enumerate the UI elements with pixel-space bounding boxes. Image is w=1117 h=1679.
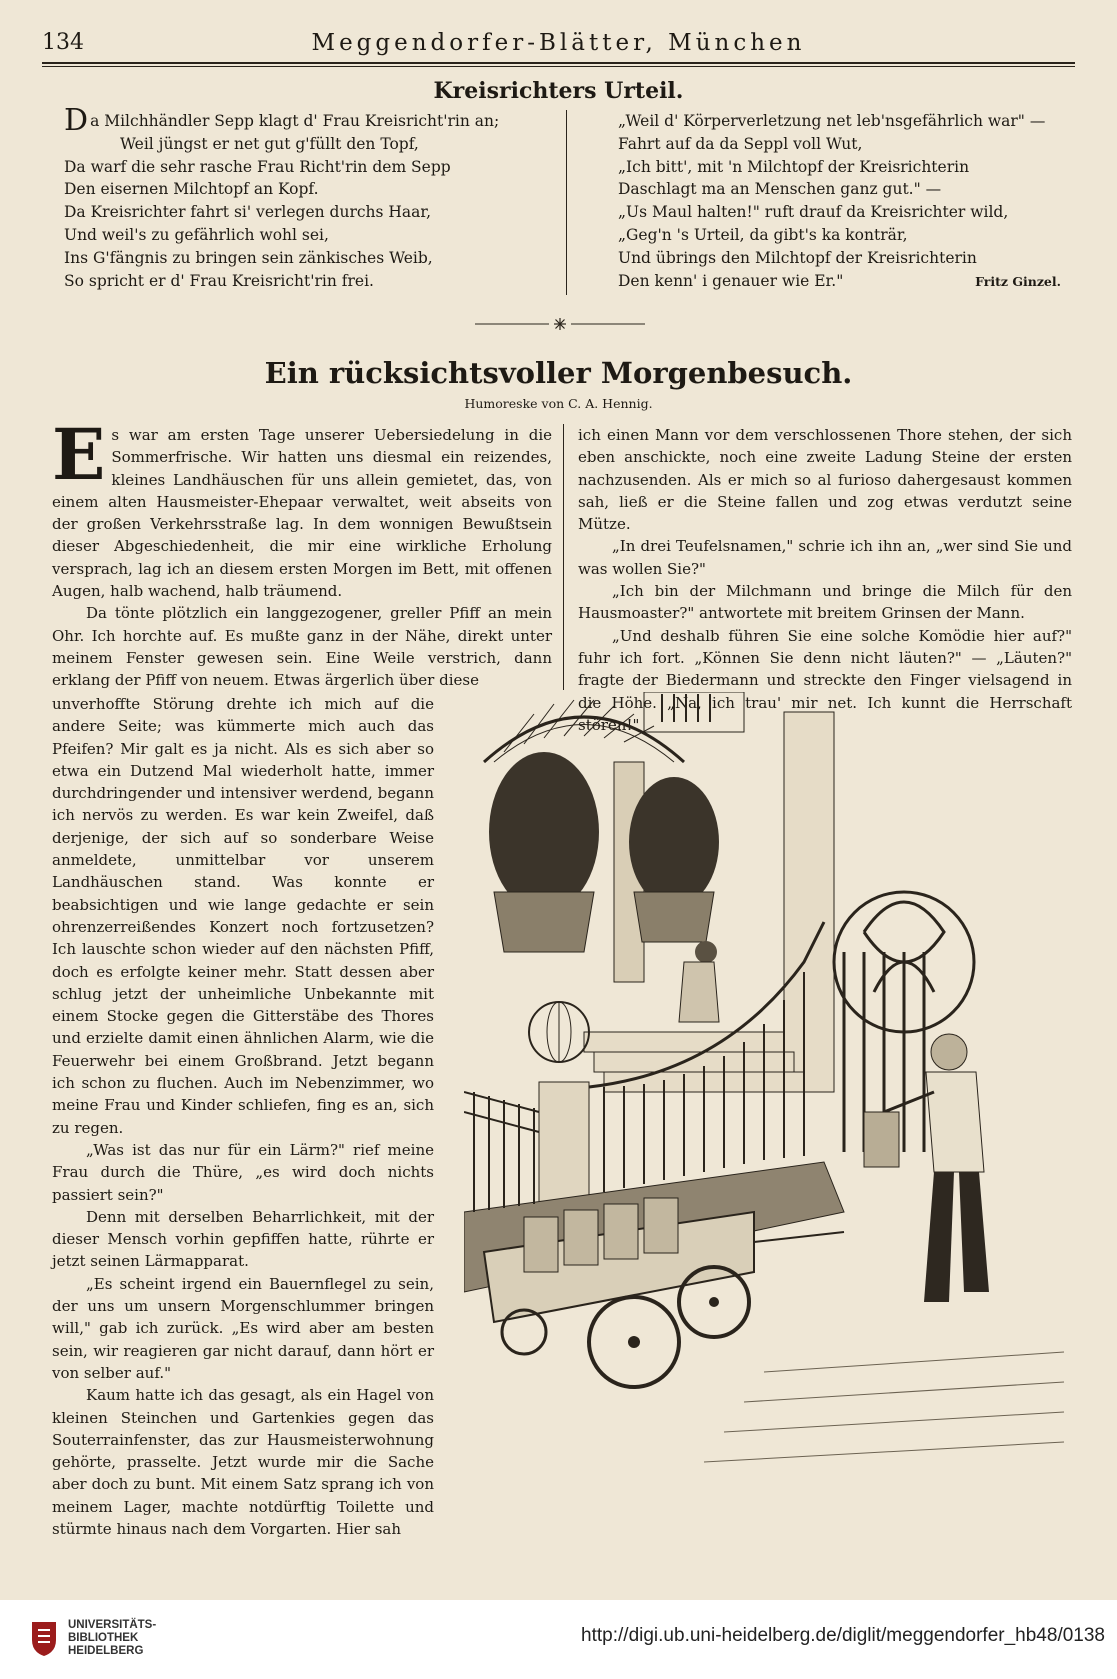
page-number: 134 xyxy=(42,30,84,55)
poem-line: Da Milchhändler Sepp klagt d' Frau Kreisricht'rin an; xyxy=(64,103,500,138)
story-subtitle: Humoreske von C. A. Hennig. xyxy=(464,396,653,411)
poem-line: „Us Maul halten!" ruft drauf da Kreisrichter wild, xyxy=(618,203,1009,222)
running-title: Meggendorfer-Blätter, München xyxy=(311,30,806,56)
poem-title: Kreisrichters Urteil. xyxy=(433,78,684,104)
poem-line: „Ich bitt', mit 'n Milchtopf der Kreisrichterin xyxy=(618,157,970,176)
poem-line: Ins G'fängnis zu bringen sein zänkisches Weib, xyxy=(64,248,433,267)
section-ornament xyxy=(475,317,645,331)
paragraph: Da tönte plötzlich ein langgezogener, greller Pfiff an mein Ohr. Ich horchte auf. Es mußte ganz in der Nähe, direkt unter meinem Fenster gewesen sein. Eine Weile verstrich, dann erklang der Pfiff von neuem. Etwas ärgerlich über diese xyxy=(52,604,552,690)
paragraph: „Ich bin der Milchmann und bringe die Milch für den Hausmoaster?" antwortete mit breitem Grinsen der Mann. xyxy=(578,582,1072,623)
paragraph: „Was ist das nur für ein Lärm?" rief meine Frau durch die Thüre, „es wird doch nichts passiert sein?" xyxy=(52,1140,434,1204)
university-seal-icon xyxy=(28,1618,60,1658)
paragraph: Es war am ersten Tage unserer Uebersiedelung in die Sommerfrische. Wir hatten uns diesmal ein reizendes, kleines Landhäuschen für uns allein gemietet, das, von einem alten Hausmeister-Ehepaar verwaltet, weit abseits von der großen Verkehrsstraße lag. In dem wonnigen Bewußtsein dieser Abgeschiedenheit, die mir eine wirkliche Erholung versprach, lag ich an diesem ersten Morgen im Bett, mit offenen Augen, halb wachend, halb träumend. xyxy=(52,413,552,601)
poem-line: Und übrings den Milchtopf der Kreisrichterin xyxy=(618,248,977,267)
poem-line: Da Kreisrichter fahrt si' verlegen durchs Haar, xyxy=(64,203,432,222)
poem-line: Weil jüngst er net gut g'füllt den Topf, xyxy=(120,134,419,153)
milkman-illustration xyxy=(464,692,1076,1492)
poem-left-column xyxy=(64,103,564,292)
paragraph: „Es scheint irgend ein Bauernflegel zu sein, der uns um unsern Morgenschlummer bringen will," gab ich zurück. „Es wird aber am besten sein, wir reagieren gar nicht darauf, dann hört er von selber auf." xyxy=(52,1274,434,1382)
poem-line: So spricht er d' Frau Kreisricht'rin frei. xyxy=(64,271,374,290)
poem-line: Da warf die sehr rasche Frau Richt'rin dem Sepp xyxy=(64,157,451,176)
poem-line: Fahrt auf da da Seppl voll Wut, xyxy=(618,134,863,153)
drop-cap: E xyxy=(52,413,106,496)
poem-line: Den eisernen Milchtopf an Kopf. xyxy=(64,180,319,199)
column-divider xyxy=(563,424,564,690)
story-left-column xyxy=(52,413,552,692)
page-header xyxy=(42,28,1075,58)
poem-drop-letter: D xyxy=(64,103,89,138)
paragraph: unverhoffte Störung drehte ich mich auf die andere Seite; was kümmerte mich auch das Pfeifen? Mir galt es ja nicht. Als es sich aber so etwa ein Dutzend Mal wiederholt hatte, immer durchdringender und intensiver werdend, begann ich nervös zu werden. Es war kein Zweifel, daß derjenige, der sich auf so sonderbare Weise anmeldete, unmittelbar vor unserem Landhäuschen stand. Was konnte er beabsichtigen und wie lange gedachte er sein ohrenzerreißendes Konzert noch fortzusetzen? Ich lauschte schon wieder auf den nächsten Pfiff, doch es erfolgte keiner mehr. Statt dessen aber schlug jetzt der unheimliche Unbekannte mit einem Stocke gegen die Gitterstäbe des Thores und erzielte damit einen ähnlichen Alarm, wie die Feuerwehr bei einem Großbrand. Jetzt begann ich schon zu fluchen. Auch im Nebenzimmer, wo meine Frau und Kinder schliefen, fing es an, sich zu regen. xyxy=(52,695,434,1137)
poem-line: Daschlagt ma an Menschen ganz gut." — xyxy=(618,180,942,199)
poem-line: Und weil's zu gefährlich wohl sei, xyxy=(64,225,329,244)
library-footer xyxy=(0,1600,1117,1679)
story-narrow-column xyxy=(52,693,434,1540)
poem-column-divider xyxy=(566,110,567,295)
poem-line: „Geg'n 's Urteil, da gibt's ka konträr, xyxy=(618,225,908,244)
paragraph: Denn mit derselben Beharrlichkeit, mit der dieser Mensch vorhin gepfiffen hatte, rührte er jetzt seinen Lärmapparat. xyxy=(52,1207,434,1271)
poem-line: Den kenn' i genauer wie Er." xyxy=(618,271,844,290)
source-url-link[interactable]: http://digi.ub.uni-heidelberg.de/diglit/meggendorfer_hb48/0138 xyxy=(581,1625,1105,1646)
poem-right-column xyxy=(618,110,1068,292)
library-name: UNIVERSITÄTS- BIBLIOTHEK HEIDELBERG xyxy=(68,1619,157,1657)
poem-line: „Weil d' Körperverletzung net leb'nsgefährlich war" — xyxy=(618,112,1046,130)
story-title: Ein rücksichtsvoller Morgenbesuch. xyxy=(264,356,853,390)
paragraph: „In drei Teufelsnamen," schrie ich ihn an, „wer sind Sie und was wollen Sie?" xyxy=(578,537,1072,578)
paragraph: „Und deshalb führen Sie eine solche Komödie hier auf?" fuhr ich fort. „Können Sie denn nicht läuten?" — „Läuten?" fragte der Biedermann und streckte den Finger vielsagend in die Höhe. „Na, ich trau' mir net. Ich kunnt die Herrschaft stören!" xyxy=(578,626,1072,734)
paragraph: ich einen Mann vor dem verschlossenen Thore stehen, der sich eben anschickte, noch eine zweite Ladung Steine der ersten nachzusenden. Als er mich so al furioso dahergesaust kommen sah, ließ er die Steine fallen und zog etwas verdutzt seine Mütze. xyxy=(578,426,1072,534)
poem-author: Fritz Ginzel. xyxy=(975,274,1061,289)
story-right-column xyxy=(578,424,1072,736)
paragraph: Kaum hatte ich das gesagt, als ein Hagel von kleinen Steinchen und Gartenkies gegen das Souterrainfenster, das zur Hausmeisterwohnung gehörte, prasselte. Jetzt wurde mir die Sache aber doch zu bunt. Mit einem Satz sprang ich von meinem Lager, machte notdürftig Toilette und stürmte hinaus nach dem Vorgarten. Hier sah xyxy=(52,1386,434,1538)
header-rule xyxy=(42,62,1075,64)
header-rule-thin xyxy=(42,66,1075,67)
